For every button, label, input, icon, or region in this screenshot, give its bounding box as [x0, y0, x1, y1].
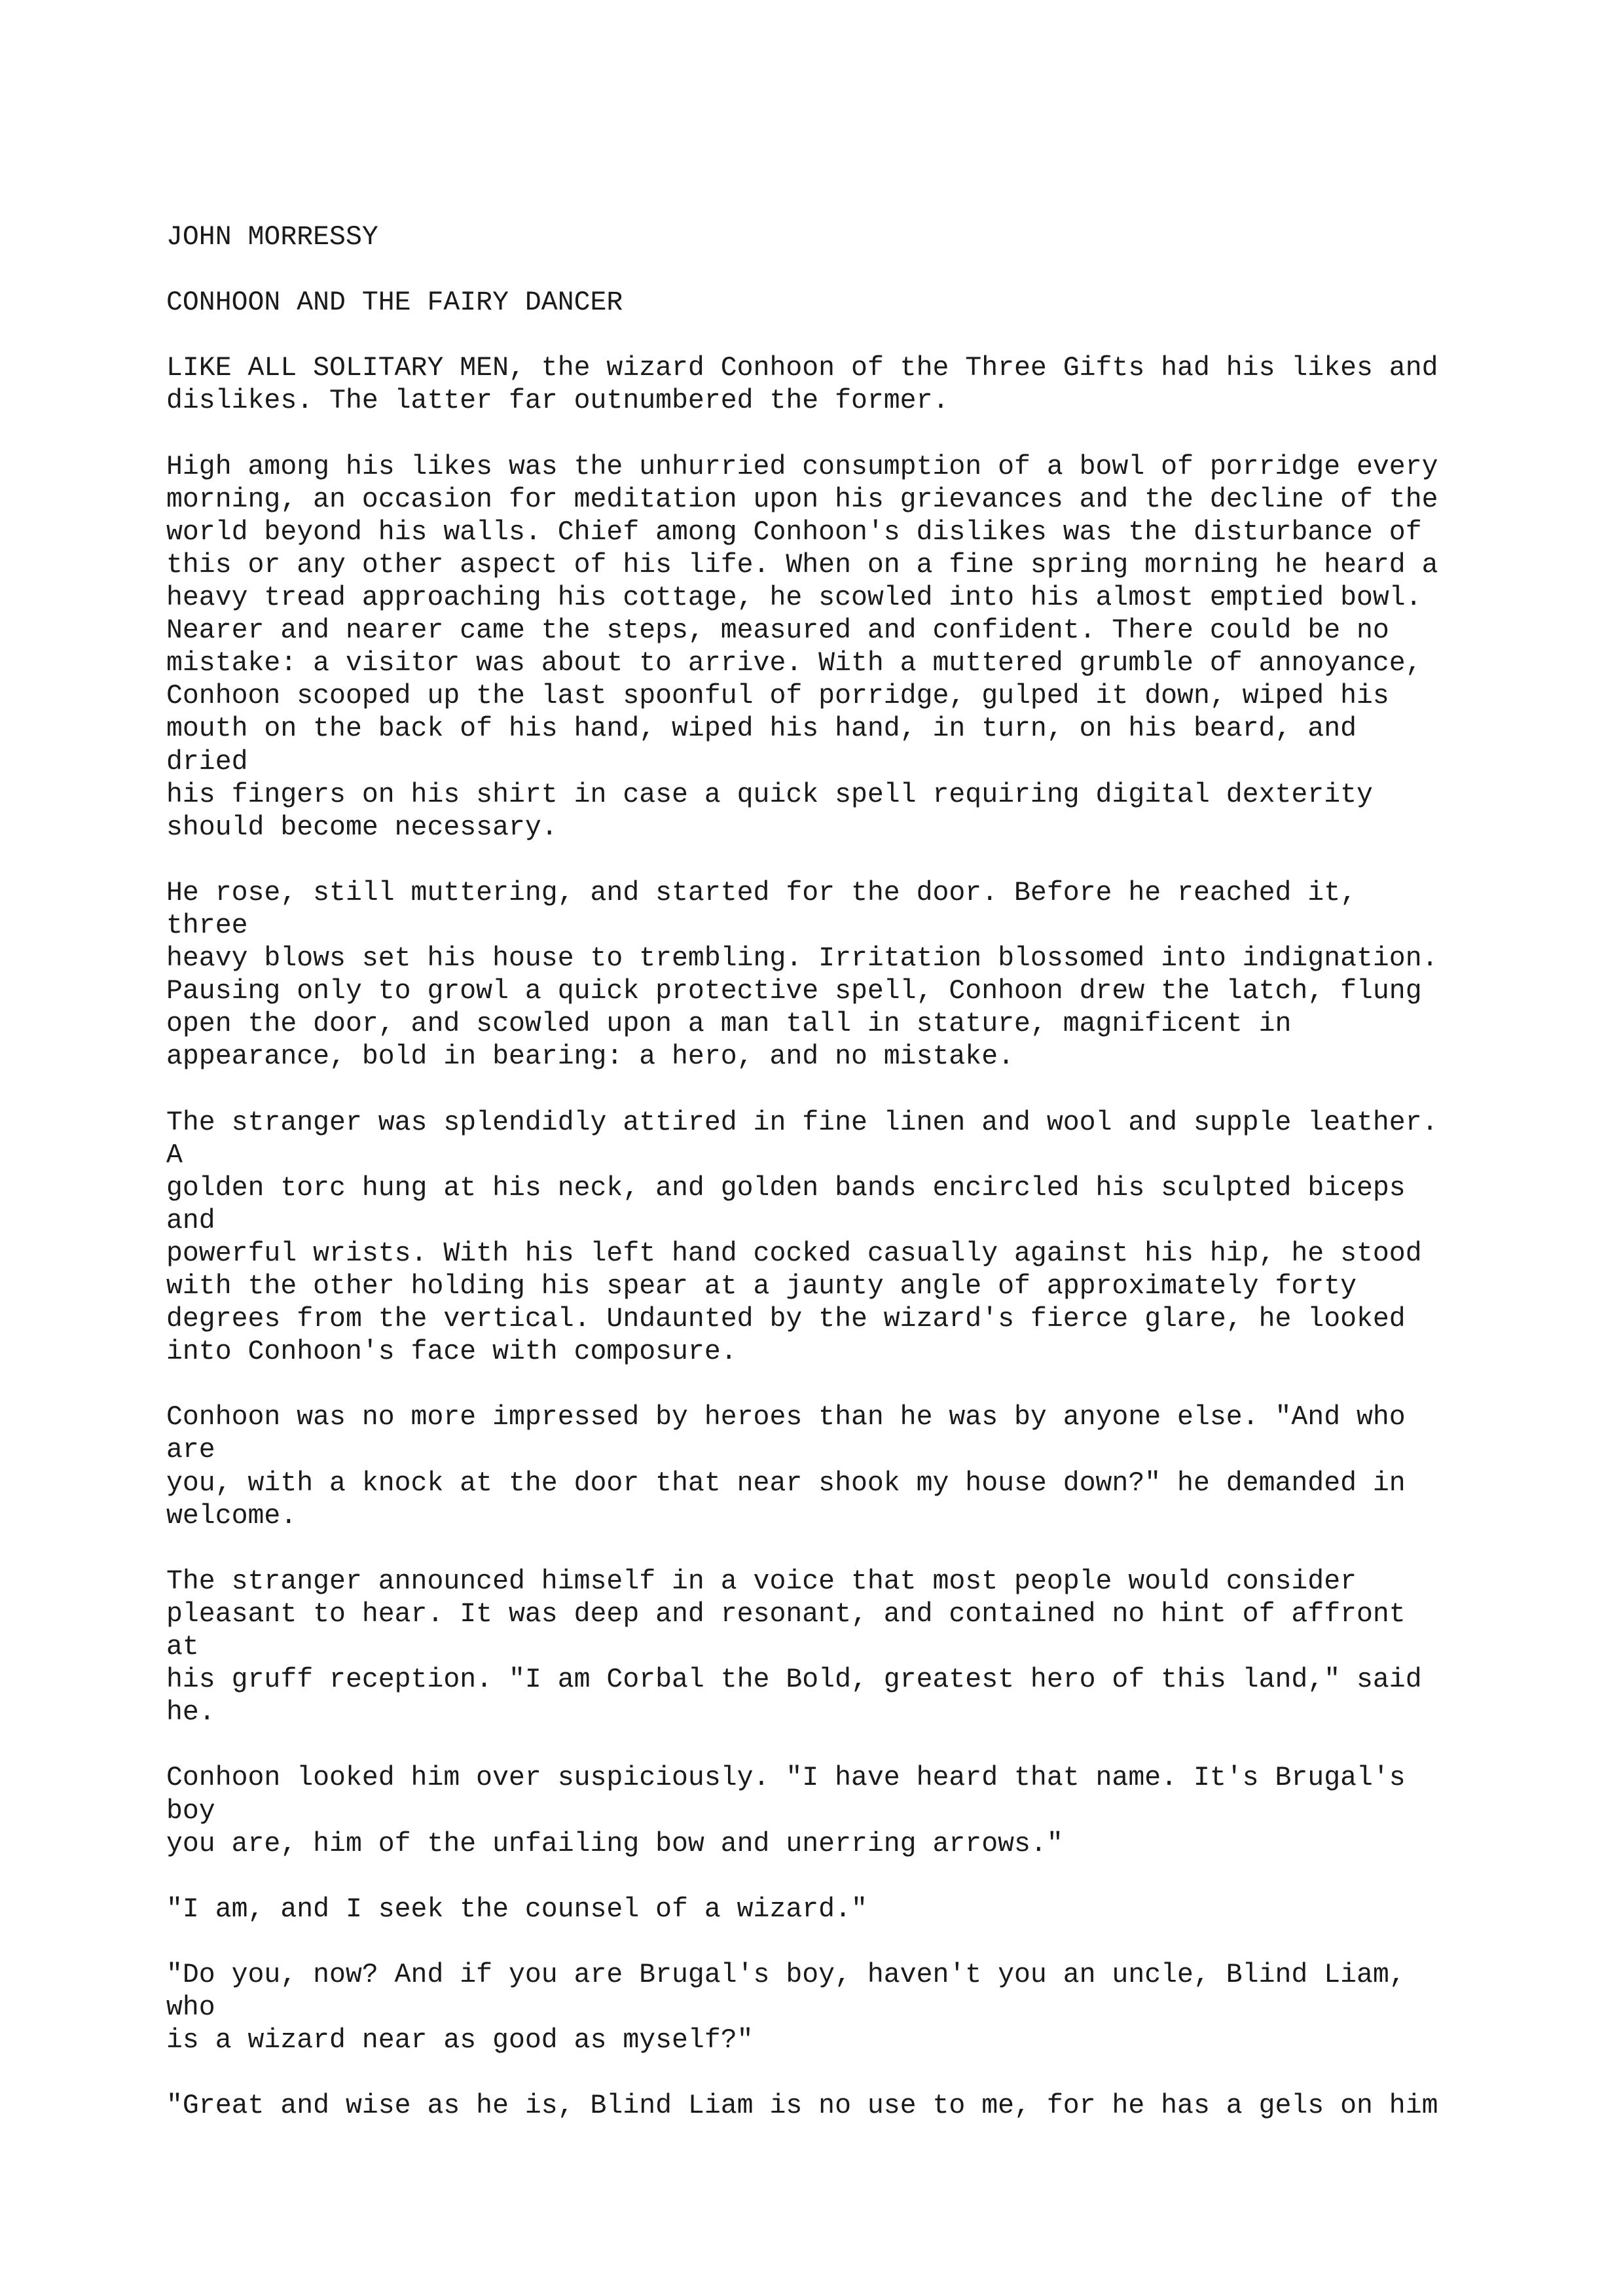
text-line: mistake: a visitor was about to arrive. With a muttered grumble of annoyance, [166, 648, 1422, 679]
text-line: world beyond his walls. Chief among Conhoon's dislikes was the disturbance of [166, 516, 1422, 548]
text-line: "Do you, now? And if you are Brugal's boy, haven't you an uncle, Blind Liam, [166, 1959, 1406, 1990]
text-line: dried [166, 746, 248, 778]
blank-line [166, 844, 1438, 877]
text-line: and [166, 1205, 215, 1236]
text-line: "I am, and I seek the counsel of a wizard." [166, 1893, 867, 1925]
blank-line [166, 418, 1438, 451]
text-line: are [166, 1435, 215, 1466]
text-line: heavy blows set his house to trembling. Irritation blossomed into indignation. [166, 943, 1438, 975]
text-line: with the other holding his spear at a jaunty angle of approximately forty [166, 1271, 1357, 1302]
text-line: High among his likes was the unhurried consumption of a bowl of porridge every [166, 451, 1438, 482]
blank-line [166, 1369, 1438, 1401]
story-title: CONHOON AND THE FAIRY DANCER [166, 287, 623, 319]
text-line: Conhoon was no more impressed by heroes than he was by anyone else. "And who [166, 1402, 1406, 1433]
text-line: should become necessary. [166, 812, 558, 843]
text-line: three [166, 910, 248, 941]
text-line: The stranger was splendidly attired in fine linen and wool and supple leather. [166, 1107, 1438, 1138]
blank-line [166, 1729, 1438, 1762]
document-body [166, 221, 1438, 2123]
blank-line [166, 1861, 1438, 1893]
text-line: He rose, still muttering, and started for the door. Before he reached it, [166, 877, 1357, 908]
blank-line [166, 1926, 1438, 1959]
text-line: mouth on the back of his hand, wiped his hand, in turn, on his beard, and [166, 713, 1357, 745]
text-line: his fingers on his shirt in case a quick spell requiring digital dexterity [166, 779, 1373, 810]
text-line: he. [166, 1697, 215, 1729]
text-line: powerful wrists. With his left hand cocked casually against his hip, he stood [166, 1238, 1422, 1269]
author-name: JOHN MORRESSY [166, 222, 378, 253]
text-line: A [166, 1139, 183, 1171]
text-line: pleasant to hear. It was deep and resonant, and contained no hint of affront [166, 1598, 1406, 1630]
text-line: Conhoon looked him over suspiciously. "I have heard that name. It's Brugal's [166, 1763, 1406, 1794]
text-line: open the door, and scowled upon a man tall in stature, magnificent in [166, 1009, 1292, 1040]
text-line: LIKE ALL SOLITARY MEN, the wizard Conhoon of the Three Gifts had his likes and [166, 353, 1438, 384]
text-line: boy [166, 1795, 215, 1827]
text-line: at [166, 1632, 199, 1663]
text-line: you, with a knock at the door that near shook my house down?" he demanded in [166, 1467, 1406, 1499]
blank-line [166, 2057, 1438, 2090]
text-line: dislikes. The latter far outnumbered the former. [166, 386, 949, 417]
text-line: who [166, 1992, 215, 2024]
blank-line [166, 1533, 1438, 1566]
text-line: "Great and wise as he is, Blind Liam is no use to me, for he has a gels on him [166, 2090, 1438, 2122]
text-line: Nearer and nearer came the steps, measured and confident. There could be no [166, 615, 1389, 647]
text-line: Conhoon scooped up the last spoonful of porridge, gulped it down, wiped his [166, 681, 1389, 712]
text-line: degrees from the vertical. Undaunted by the wizard's fierce glare, he looked [166, 1304, 1406, 1335]
text-line: welcome. [166, 1500, 297, 1532]
text-line: into Conhoon's face with composure. [166, 1336, 737, 1368]
text-line: his gruff reception. "I am Corbal the Bold, greatest hero of this land," said [166, 1664, 1422, 1696]
text-line: you are, him of the unfailing bow and unerring arrows." [166, 1828, 1063, 1859]
blank-line [166, 254, 1438, 287]
text-line: The stranger announced himself in a voice that most people would consider [166, 1566, 1357, 1597]
text-line: heavy tread approaching his cottage, he scowled into his almost emptied bowl. [166, 583, 1422, 614]
text-line: Pausing only to growl a quick protective spell, Conhoon drew the latch, flung [166, 976, 1422, 1007]
text-line: golden torc hung at his neck, and golden bands encircled his sculpted biceps [166, 1172, 1406, 1204]
text-line: morning, an occasion for meditation upon his grievances and the decline of the [166, 484, 1438, 515]
text-line: appearance, bold in bearing: a hero, and no mistake. [166, 1041, 1015, 1073]
text-line: is a wizard near as good as myself?" [166, 2025, 754, 2056]
blank-line [166, 319, 1438, 352]
text-line: this or any other aspect of his life. When on a fine spring morning he heard a [166, 549, 1438, 581]
blank-line [166, 1073, 1438, 1106]
